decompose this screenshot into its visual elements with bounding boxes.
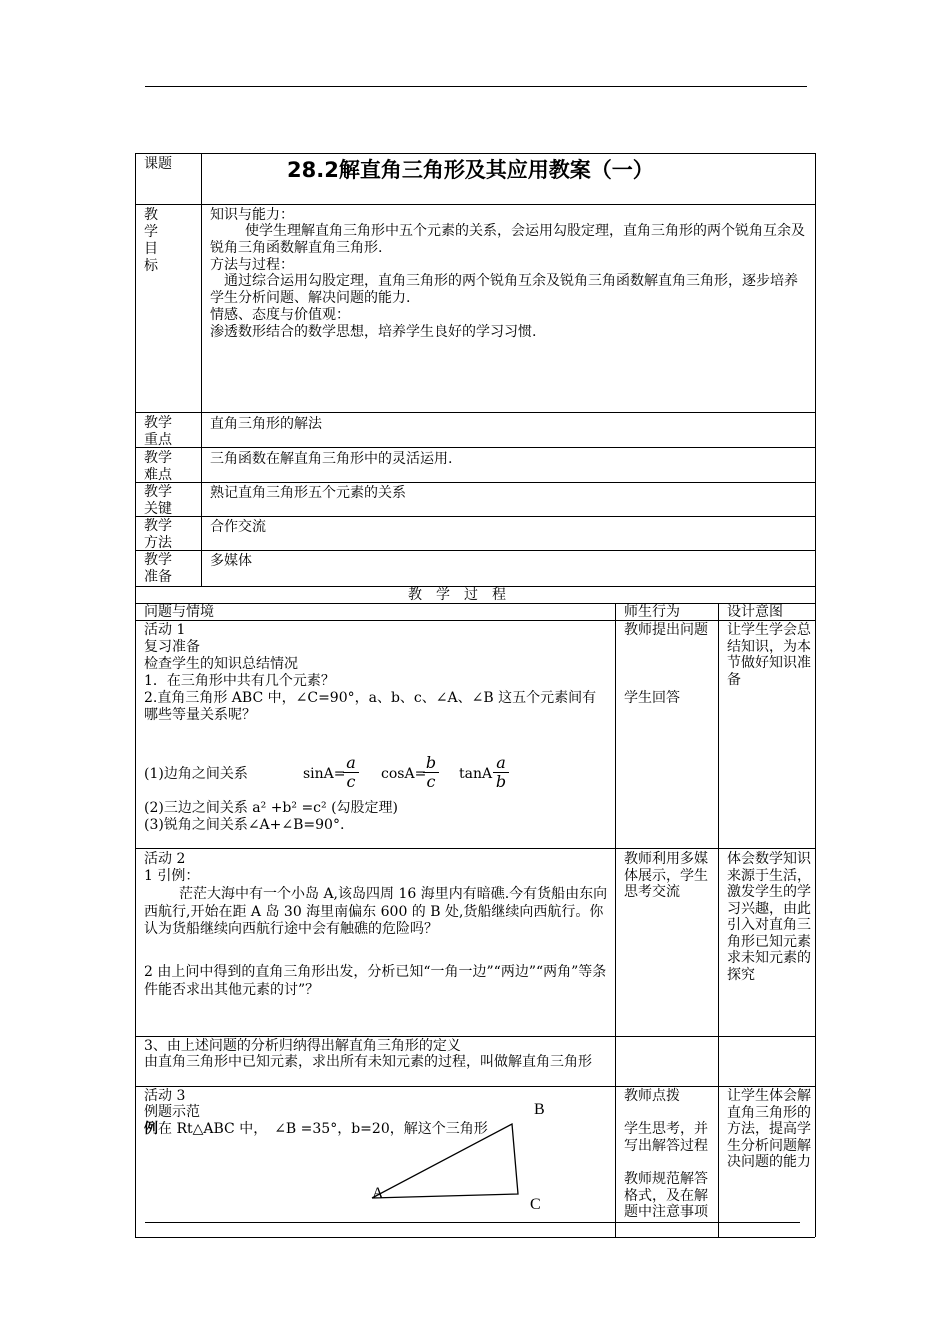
cos-numerator: b [425, 753, 437, 772]
definition-text: 由直角三角形中已知元素，求出所有未知元素的过程，叫做解直角三角形 [144, 1054, 592, 1070]
method-label: 教学方法 [144, 518, 172, 551]
activity2-story: 茫茫大海中有一个小岛 A,该岛四周 16 海里内有暗礁.今有货船由东向西航行,开始在距 A 岛 30 海里南偏东 600 的 B 处,货船继续向西航行。你认为货船继续向西航行途中会有触礁的危险吗？ [144, 886, 608, 937]
sin-fraction [343, 754, 359, 791]
sin-numerator: a [346, 753, 356, 772]
cos-label: cosA= [381, 766, 427, 782]
difficulty-label: 教学难点 [144, 450, 172, 483]
process-title: 教 学 过 程 [408, 587, 506, 603]
key-value: 熟记直角三角形五个元素的关系 [210, 485, 406, 501]
tan-label: tanA [459, 766, 493, 782]
activity1-student: 学生回答 [624, 690, 680, 706]
cos-denominator: c [423, 772, 439, 791]
activity2-teacher: 教师利用多媒体展示，学生思考交流 [624, 851, 708, 900]
example-text: 在 Rt△ABC 中， ∠B =35°，b=20，解这个三角形 [158, 1121, 488, 1137]
page-title: 28.2解直角三角形及其应用教案（一） [287, 158, 654, 182]
activity1-question1: 1．在三角形中共有几个元素？ [144, 673, 335, 689]
lesson-label: 课题 [144, 156, 172, 172]
vertex-label-B: B [534, 1101, 545, 1118]
method-value: 合作交流 [210, 519, 266, 535]
activity1-teacher: 教师提出问题 [624, 622, 708, 638]
key-point-value: 直角三角形的解法 [210, 416, 322, 432]
activity3-teacher2: 教师规范解答格式，及在解题中注意事项 [624, 1171, 708, 1220]
activity2-intent: 体会数学知识来源于生活，激发学生的学习兴趣，由此引入对直角三角形已知元素求未知元素的探究 [727, 851, 811, 983]
activity2-question: 2 由上问中得到的直角三角形出发，分析已知“一角一边”“两边”“两角”等条件能否求出其他元素的讨”？ [144, 964, 607, 998]
preparation-label: 教学准备 [144, 552, 172, 585]
definition-heading: 3、由上述问题的分析归纳得出解直角三角形的定义 [144, 1038, 461, 1054]
activity3-teacher: 教师点拨 [624, 1088, 680, 1104]
knowledge-text: 使学生理解直角三角形中五个元素的关系，会运用勾股定理，直角三角形的两个锐角互余及锐角三角函数解直角三角形. [210, 223, 805, 256]
method-heading: 方法与过程： [210, 257, 294, 273]
difficulty-value: 三角函数在解直角三角形中的灵活运用. [210, 451, 453, 467]
footer-rule [145, 1222, 800, 1223]
column-header-intent: 设计意图 [727, 604, 783, 620]
cos-fraction [423, 754, 439, 791]
activity3-subtitle: 例题示范 [144, 1104, 200, 1120]
activity2-example-label: 1 引例： [144, 868, 200, 884]
three-sides-relation: (2)三边之间关系 a² +b² =c² (勾股定理) [144, 800, 399, 816]
activity1-subtitle: 复习准备 [144, 639, 200, 655]
triangle-shape [372, 1124, 518, 1198]
key-point-label: 教学重点 [144, 415, 172, 448]
method-text: 通过综合运用勾股定理，直角三角形的两个锐角互余及锐角三角函数解直角三角形，逐步培养学生分析问题、解决问题的能力. [210, 273, 798, 306]
header-rule [145, 86, 807, 87]
activity3-intent: 让学生体会解直角三角形的方法，提高学生分析问题解决问题的能力 [727, 1088, 811, 1170]
goals-label: 教学目标 [144, 207, 158, 274]
vertex-label-C: C [530, 1196, 541, 1213]
preparation-value: 多媒体 [210, 553, 252, 569]
column-header-behavior: 师生行为 [624, 604, 680, 620]
column-header-situation: 问题与情境 [144, 604, 214, 620]
key-label: 教学关键 [144, 484, 172, 517]
tan-fraction [493, 754, 509, 791]
activity1-check: 检查学生的知识总结情况 [144, 656, 298, 672]
sin-denominator: c [343, 772, 359, 791]
activity3-title: 活动 3 [144, 1088, 186, 1104]
emotion-text: 渗透数形结合的数学思想，培养学生良好的学习习惯. [210, 324, 537, 340]
tan-numerator: a [496, 753, 506, 772]
vertex-label-A: A [372, 1185, 384, 1202]
tan-denominator: b [493, 772, 509, 791]
activity1-title: 活动 1 [144, 622, 186, 638]
emotion-heading: 情感、态度与价值观： [210, 307, 350, 323]
angle-edge-relation: (1)边角之间关系 [144, 766, 248, 782]
activity3-student: 学生思考，并写出解答过程 [624, 1121, 708, 1154]
sin-label: sinA= [303, 766, 346, 782]
activity2-title: 活动 2 [144, 851, 186, 867]
acute-angles-relation: (3)锐角之间关系∠A+∠B=90°. [144, 817, 345, 833]
activity1-intent: 让学生学会总结知识，为本节做好知识准备 [727, 622, 811, 688]
activity1-question2: 2.直角三角形 ABC 中，∠C=90°，a、b、c、∠A、∠B 这五个元素间有哪些等量关系呢？ [144, 690, 597, 723]
knowledge-heading: 知识与能力： [210, 207, 294, 223]
example-marker: 例 [144, 1121, 158, 1137]
